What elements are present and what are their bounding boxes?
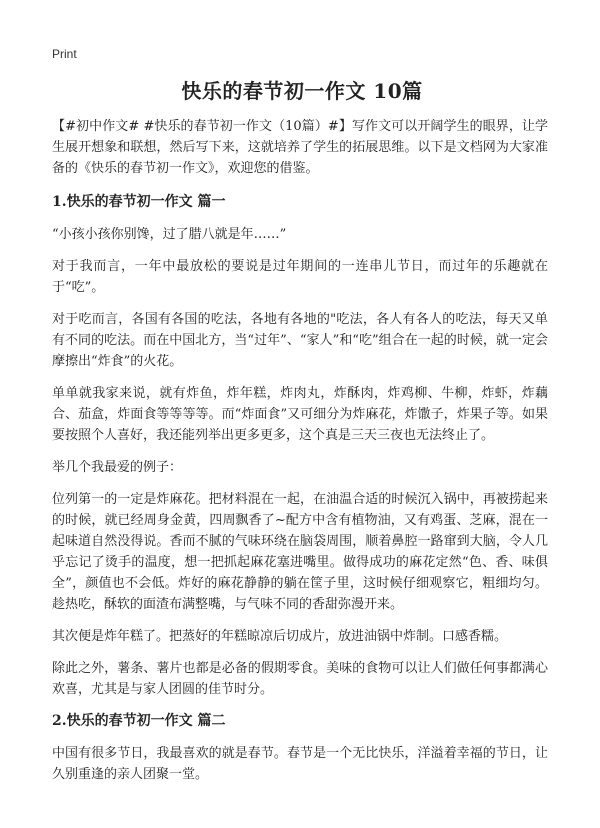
section-heading: 1.快乐的春节初一作文 篇一: [52, 194, 226, 210]
print-label: Print: [52, 47, 77, 61]
section-paragraph: “小孩小孩你别馋，过了腊八就是年……”: [52, 227, 287, 242]
section-paragraph: 除此之外，薯条、薯片也都是必备的假期零食。美味的食物可以让人们做任何事都满心欢喜，尤其是与家人团圆的佳节时分。: [52, 661, 548, 697]
section-paragraph: 单单就我家来说，就有炸鱼，炸年糕，炸肉丸，炸酥肉，炸鸡柳、牛柳，炸虾，炸藕合、茄盒，炸面食等等等等。而“炸面食”又可细分为炸麻花，炸馓子，炸果子等。如果要按照个人喜好，我还能列举出更多更多，这个真是三天三夜也无法终止了。: [52, 386, 548, 443]
section-paragraph: 对于吃而言，各国有各国的吃法，各地有各地的"吃法，各人有各人的吃法，每天又单有不同的吃法。而在中国北方，当“过年”、“家人”和“吃”组合在一起的时候，就一定会摩擦出“炸食”的火花。: [52, 312, 548, 369]
document-body: [52, 116, 548, 796]
section-paragraph: 中国有很多节日，我最喜欢的就是春节。春节是一个无比快乐，洋溢着幸福的节日，让久别重逢的亲人团聚一堂。: [52, 746, 548, 782]
section-paragraph: 位列第一的一定是炸麻花。把材料混在一起，在油温合适的时候沉入锅中，再被捞起来的时候，就已经周身金黄，四周飘香了~配方中含有植物油，又有鸡蛋、芝麻，混在一起味道自然没得说。香而不腻的气味环绕在脑袋周围，顺着鼻腔一路窜到大脑，令人几乎忘记了烫手的温度，想一把抓起麻花塞进嘴里。做得成功的麻花定然“色、香、味俱全”，颜值也不会低。炸好的麻花静静的躺在筐子里，这时候仔细观察它，粗细均匀。趁热吃，酥软的面渣布满整嘴，与气味不同的香甜弥漫开来。: [52, 492, 548, 612]
section-paragraph: 举几个我最爱的例子：: [52, 460, 183, 475]
document-title: 快乐的春节初一作文 10篇: [181, 79, 423, 103]
section-heading: 2.快乐的春节初一作文 篇二: [52, 713, 226, 729]
intro-paragraph: 【#初中作文# #快乐的春节初一作文（10篇）#】写作文可以开阔学生的眼界，让学生展开想象和联想，然后写下来，这就培养了学生的拓展思维。以下是文档网为大家准备的《快乐的春节初一作文》，欢迎您的借鉴。: [52, 119, 548, 176]
section-paragraph: 对于我而言，一年中最放松的要说是过年期间的一连串儿节日，而过年的乐趣就在于“吃”。: [52, 259, 548, 295]
section-paragraph: 其次便是炸年糕了。把蒸好的年糕晾凉后切成片，放进油锅中炸制。口感香糯。: [52, 629, 508, 644]
